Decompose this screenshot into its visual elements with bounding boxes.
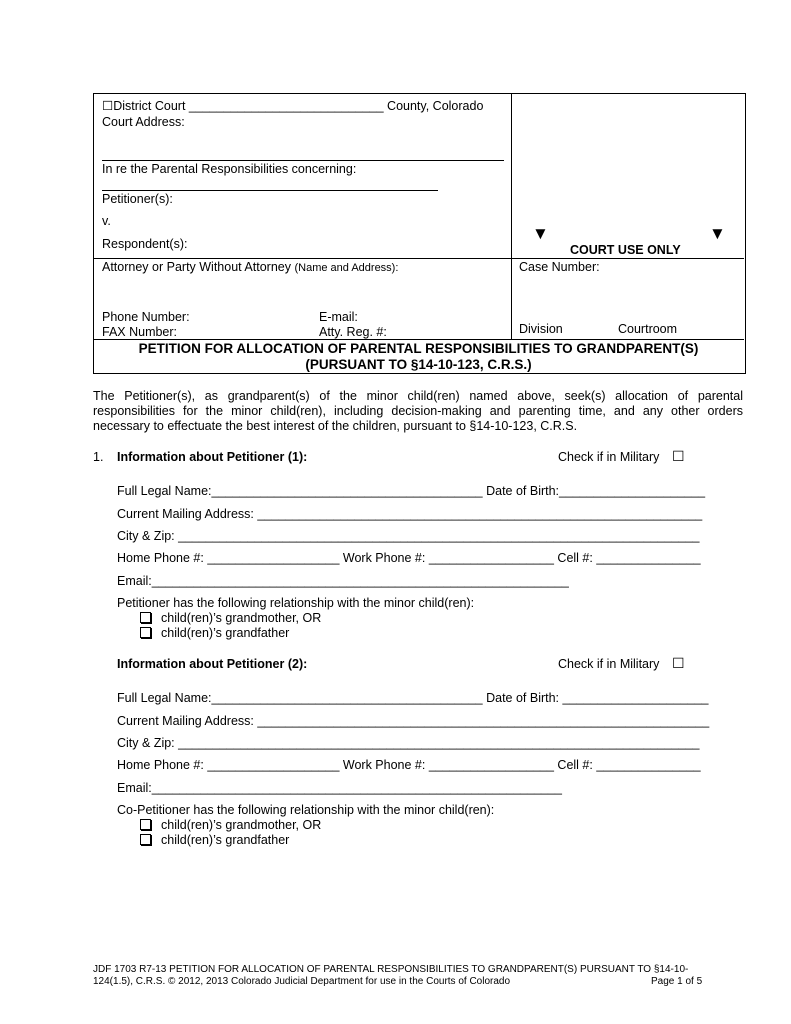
court-line-text: District Court ____________________________ County, Colorado	[113, 99, 484, 113]
section1-number: 1.	[93, 450, 104, 464]
section2-city-zip-field[interactable]: City & Zip: ___________________________________________________________________________	[117, 736, 700, 750]
section1-relationship-label: Petitioner has the following relationship with the minor child(ren):	[117, 596, 475, 610]
section2-military-checkbox[interactable]: ☐	[672, 655, 685, 671]
section1-option-grandmother[interactable]	[140, 611, 321, 625]
arrow-down-icon: ▼	[532, 224, 549, 243]
in-re-label: In re the Parental Responsibilities concerning:	[102, 162, 357, 176]
section2-heading: Information about Petitioner (2):	[117, 657, 308, 671]
document-title-line2: (PURSUANT TO §14-10-123, C.R.S.)	[305, 357, 532, 372]
section1-phones-field[interactable]: Home Phone #: ___________________ Work Phone #: __________________ Cell #: _______________	[117, 551, 701, 565]
section2-option-grandmother[interactable]	[140, 818, 321, 832]
petitioners-label: Petitioner(s):	[102, 192, 173, 206]
intro-paragraph: The Petitioner(s), as grandparent(s) of the minor child(ren) named above, seek(s) allocation of parental responsibilities for the minor child(ren), including decision-making and parenting time, and any other orders necessary to effectuate the best interest of the children, pursuant to §14-10-123, C.R.S.	[93, 389, 743, 433]
attorney-sub-label: (Name and Address):	[294, 262, 399, 274]
courtroom-label: Courtroom	[618, 322, 678, 336]
checkbox-icon[interactable]	[140, 819, 151, 830]
section1-city-zip-field[interactable]: City & Zip: ___________________________________________________________________________	[117, 529, 700, 543]
section1-option-grandfather[interactable]	[140, 626, 289, 640]
section2-email-field[interactable]: Email:___________________________________________________________	[117, 781, 562, 795]
email-label: E-mail:	[319, 310, 358, 324]
option-label: child(ren)’s grandmother, OR	[161, 611, 322, 625]
caption-divider-vertical	[511, 93, 512, 339]
atty-reg-label: Atty. Reg. #:	[319, 325, 387, 339]
checkbox-icon[interactable]	[140, 834, 151, 845]
arrow-down-icon: ▼	[709, 224, 726, 243]
section2-full-name-field[interactable]: Full Legal Name:_______________________________________ Date of Birth: _____________________	[117, 691, 709, 705]
section2-military-label: Check if in Military	[558, 657, 660, 671]
section1-email-field[interactable]: Email:____________________________________________________________	[117, 574, 569, 588]
option-label: child(ren)’s grandmother, OR	[161, 818, 322, 832]
court-checkbox[interactable]: ☐	[102, 99, 114, 113]
section1-mailing-field[interactable]: Current Mailing Address: ________________________________________________________________	[117, 507, 703, 521]
checkbox-icon[interactable]	[140, 627, 151, 638]
option-label: child(ren)’s grandfather	[161, 626, 290, 640]
court-address-line	[102, 160, 504, 161]
attorney-label	[102, 260, 398, 274]
division-label: Division	[519, 322, 563, 336]
attorney-label-text: Attorney or Party Without Attorney	[102, 260, 291, 274]
section2-mailing-field[interactable]: Current Mailing Address: _________________________________________________________________	[117, 714, 710, 728]
court-address-label: Court Address:	[102, 115, 185, 129]
caption-divider-mid	[93, 258, 744, 259]
v-label: v.	[102, 214, 111, 228]
section1-military-checkbox[interactable]: ☐	[672, 448, 685, 464]
footer-line1: JDF 1703 R7-13 PETITION FOR ALLOCATION OF PARENTAL RESPONSIBILITIES TO GRANDPARENT(S) PURSUANT TO §14-10-	[93, 964, 689, 975]
in-re-line	[102, 190, 438, 191]
court-use-only-label: COURT USE ONLY	[570, 243, 681, 257]
checkbox-icon[interactable]	[140, 612, 151, 623]
respondents-label: Respondent(s):	[102, 237, 188, 251]
document-title-line1: PETITION FOR ALLOCATION OF PARENTAL RESPONSIBILITIES TO GRANDPARENT(S)	[138, 341, 699, 356]
section1-military-label: Check if in Military	[558, 450, 660, 464]
section1-heading: Information about Petitioner (1):	[117, 450, 308, 464]
section2-option-grandfather[interactable]	[140, 833, 289, 847]
court-line	[102, 98, 483, 113]
section2-relationship-label: Co-Petitioner has the following relationship with the minor child(ren):	[117, 803, 495, 817]
section1-full-name-field[interactable]: Full Legal Name:_______________________________________ Date of Birth:_____________________	[117, 484, 706, 498]
fax-label: FAX Number:	[102, 325, 178, 339]
option-label: child(ren)’s grandfather	[161, 833, 290, 847]
case-number-label: Case Number:	[519, 260, 600, 274]
caption-divider-title	[93, 339, 744, 340]
footer-page-number: Page 1 of 5	[651, 976, 703, 987]
section2-phones-field[interactable]: Home Phone #: ___________________ Work Phone #: __________________ Cell #: _______________	[117, 758, 701, 772]
phone-label: Phone Number:	[102, 310, 190, 324]
footer-line2: 124(1.5), C.R.S. © 2012, 2013 Colorado Judicial Department for use in the Courts of Colorado	[93, 976, 511, 987]
